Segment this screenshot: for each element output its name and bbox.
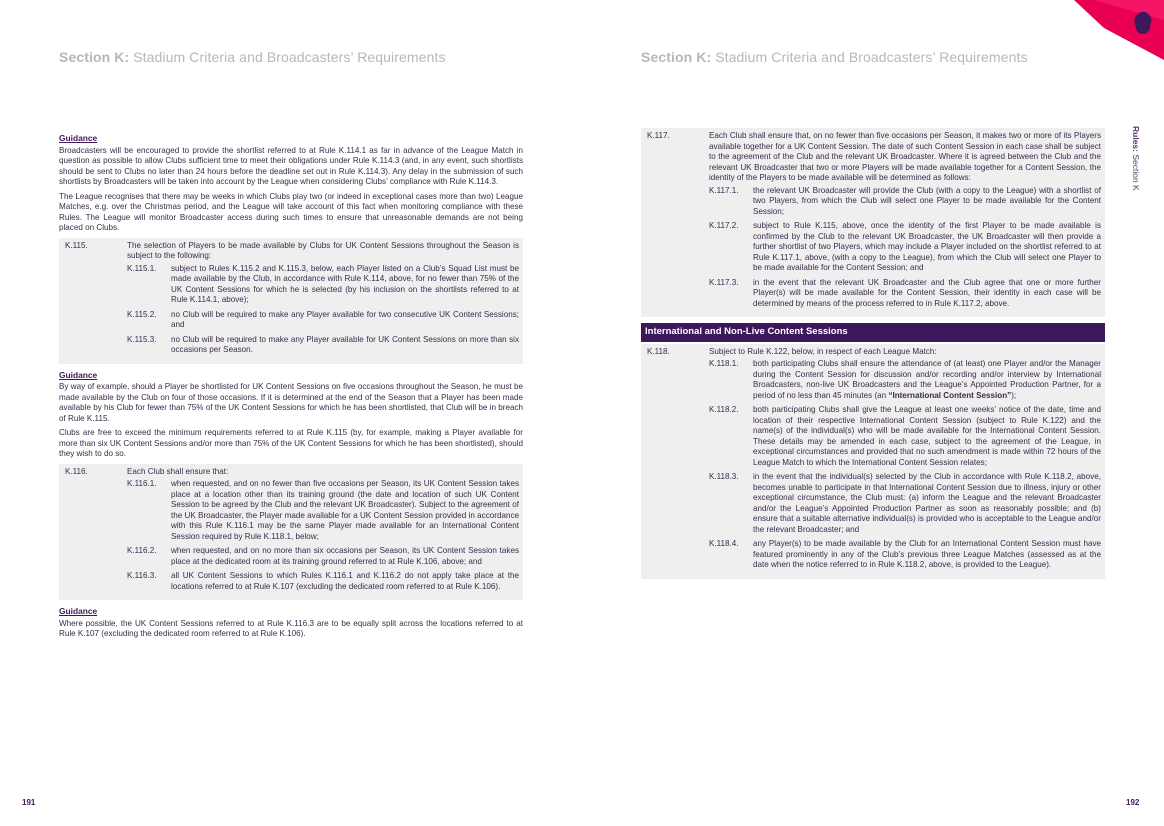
subrule-number: K.118.2.: [709, 405, 739, 414]
subrule-text: all UK Content Sessions to which Rules K.116.1 and K.116.2 do not apply take place at the locations referred to at Rule K.107 (excluding the dedicated room referred to at Rule K.106).: [171, 571, 519, 591]
subrule: [709, 359, 1101, 401]
rule-text: Subject to Rule K.122, below, in respect of each League Match:: [709, 346, 937, 356]
rule-box-k117: [641, 128, 1105, 317]
page-number-right: 192: [1126, 798, 1140, 807]
rule-k116: [63, 467, 519, 597]
guidance-heading: Guidance: [59, 133, 98, 143]
subrule-number: K.115.1.: [127, 263, 157, 273]
page-header-right: [641, 49, 1028, 65]
subrule: [127, 571, 519, 592]
guidance-heading: Guidance: [59, 369, 98, 380]
subrule-number: K.118.4.: [709, 539, 739, 548]
subrule: [709, 405, 1101, 468]
guidance-heading: Guidance: [59, 606, 98, 616]
rule-number: K.117.: [647, 131, 670, 140]
subrule-number: K.118.3.: [709, 472, 739, 481]
rule-text: Each Club shall ensure that:: [127, 466, 229, 476]
header-prefix: Section K:: [59, 49, 130, 65]
subrule-number: K.116.3.: [127, 571, 157, 580]
subrule-number: K.117.1.: [709, 185, 739, 195]
subrule: [127, 479, 519, 542]
subrule-text-part: both participating Clubs shall ensure the attendance of (at least) one Player and/or the Manager during the Content Session for discussion and/or recording and/or interview by International Broadcasters, non-live UK Broadcasters and the League’s Appointed Production Partner, for a period of no less than 45 minutes (an: [753, 359, 1101, 400]
subrule: [709, 278, 1101, 310]
subrule-text: when requested, and on no more than six occasions per Season, its UK Content Session takes place at the dedicated room at its training ground referred to at Rule K.106, above; and: [171, 546, 519, 566]
subrule-text: subject to Rule K.115, above, once the identity of the first Player to be made available is confirmed by the Club to the relevant UK Broadcaster, the UK Broadcaster will then provide a further shortlist of two Players, which may include a Player included on the shortlist referred to at Rule K.117.1, above, (with a copy to the League), from which the Club will select one Player to be made available for the Content Session; and: [753, 221, 1101, 272]
guidance-paragraph: The League recognises that there may be weeks in which Clubs play two (or indeed in exceptional cases more than two) League Matches, e.g. over the Christmas period, and the League will take account of this fact when monitoring compliance with these Rules. The League will monitor Broadcaster access during such times to ensure that unreasonable demands are not being placed on Clubs.: [59, 191, 523, 232]
lion-crest-icon: [1134, 12, 1151, 34]
header-title: Stadium Criteria and Broadcasters’ Requirements: [129, 49, 446, 65]
rule-number: K.115.: [65, 240, 88, 250]
subrule-text: when requested, and on no fewer than five occasions per Season, its UK Content Session takes place at a location other than its training ground (the date and location of such UK Content Session to be agreed by the Club and the relevant UK Broadcaster). Subject to the agreement of the UK Broadcaster, the Player made available for a UK Content Session provided in accordance with this Rule K.116.1 may be the same Player made available for an International Content Session required by Rule K.118.1, below;: [171, 479, 519, 541]
header-title: Stadium Criteria and Broadcasters’ Requirements: [711, 49, 1028, 65]
subrule: [127, 264, 519, 306]
subrule-text: in the event that the individual(s) selected by the Club in accordance with Rule K.118.2, above, becomes unable to participate in that International Content Session due to illness, injury or other exceptional circumstance, the Club must: (a) inform the League and the relevant Broadcaster and/or the League’s Appointed Production Partner as soon as reasonably possible; and (b) ensure that a suitable alternative individual(s) is provided who is acceptable to the League and/or the relevant Broadcaster; and: [753, 472, 1101, 534]
page-header-left: [59, 49, 446, 65]
right-page-column: [641, 126, 1105, 585]
guidance-paragraph: Broadcasters will be encouraged to provide the shortlist referred to at Rule K.114.1 as far in advance of the League Match in question as possible to allow Clubs sufficient time to meet their obligations under Rule K.114.3 (and, in any event, such shortlists should be sent to Clubs no later than 24 hours before the deadline set out in Rule K.114.3). Any delay in the submission of such shortlists by Broadcasters will be taken into account by the League when considering Clubs’ compliance with Rule K.114.3.: [59, 145, 523, 186]
subrule-number: K.116.1.: [127, 479, 157, 488]
section-heading-bar: International and Non-Live Content Sessions: [641, 323, 1105, 342]
side-tab-label: Section K: [1131, 151, 1141, 191]
rule-box-k116: [59, 464, 523, 601]
defined-term: “International Content Session”: [888, 390, 1012, 400]
page-number-left: 191: [22, 798, 36, 807]
rule-box-k118: [641, 344, 1105, 579]
rule-k115: [63, 241, 519, 360]
subrule: [127, 310, 519, 331]
rule-k117: [645, 131, 1101, 313]
subrule-text: [753, 359, 1101, 401]
subrule-text: any Player(s) to be made available by the Club for an International Content Session must have featured prominently in any of the Club’s previous three League Matches (assessed as at the date when the notice referred to in Rule K.118.2, above, is provided to the League).: [753, 539, 1101, 569]
side-tab-prefix: Rules:: [1131, 126, 1141, 152]
guidance-paragraph: Where possible, the UK Content Sessions referred to at Rule K.116.3 are to be equally split across the locations referred to at Rule K.107 (excluding the dedicated room referred to at Rule K.106).: [59, 618, 523, 638]
subrule-number: K.117.3.: [709, 277, 739, 287]
subrule: [709, 539, 1101, 571]
subrule-text: subject to Rules K.115.2 and K.115.3, below, each Player listed on a Club’s Squad List must be made available by the Club, in accordance with Rule K.114, above, for no fewer than 75% of the UK Content Sessions for which he is selected (by his inclusion on the shortlists referred to at Rule K.114.1, above);: [171, 263, 519, 304]
rule-text: Each Club shall ensure that, on no fewer than five occasions per Season, it makes two or more of its Players available together for a UK Content Session. The date of such Content Session in each case shall be subject to the agreement of the Club and the relevant UK Broadcaster. Where it is agreed between the Club and the relevant UK Broadcaster that two or more Players will be made available together for a Content Session, the identity of the Players to be made available will be determined as follows:: [709, 131, 1101, 182]
subrule: [709, 186, 1101, 218]
subrule-text: the relevant UK Broadcaster will provide the Club (with a copy to the League) with a shortlist of two Players, from which the Club will select one Player to be made available for the Content Session;: [753, 185, 1101, 216]
subrule: [127, 546, 519, 567]
rule-box-k115: [59, 238, 523, 364]
subrule-number: K.115.3.: [127, 334, 157, 344]
subrule: [127, 335, 519, 356]
subrule-text: no Club will be required to make any Player available for two consecutive UK Content Sessions; and: [171, 309, 519, 329]
subrule: [709, 472, 1101, 535]
rule-k118: [645, 347, 1101, 575]
subrule-text: both participating Clubs shall give the League at least one weeks’ notice of the date, time and location of their respective International Content Session (subject to Rule K.122) and the name(s) of the individual(s) who will be made available for the International Content Session. These details may be amended in each case, subject to the agreement of the League, in exceptional circumstances and provided that no such amendment is made within 72 hours of the League Match to which the International Content Session relates;: [753, 405, 1101, 467]
subrule-text: no Club will be required to make any Player available for UK Content Sessions on more than six occasions per Season.: [171, 334, 519, 354]
guidance-paragraph: Clubs are free to exceed the minimum requirements referred to at Rule K.115 (by, for example, making a Player available for more than six UK Content Sessions and/or more than 75% of the UK Content Sessions for which he has been shortlisted), should they wish to do so.: [59, 428, 523, 458]
subrule-number: K.118.1.: [709, 359, 739, 368]
subrule: [709, 221, 1101, 274]
left-page-column: [59, 133, 523, 644]
subrule-number: K.117.2.: [709, 221, 739, 230]
subrule-text: in the event that the relevant UK Broadcaster and the Club agree that one or more further Player(s) will be made available for the Content Session, their identity in each case will be determined by means of the process referred to in Rule K.117.2, above.: [753, 277, 1101, 308]
guidance-paragraph: By way of example, should a Player be shortlisted for UK Content Sessions on five occasions throughout the Season, he must be made available by the Club on four of those occasions. If it is determined at the end of the Season that a Player has been made available by his Club for fewer than 75% of the UK Content Sessions for which he has been shortlisted, that Club will be in breach of Rule K.115.: [59, 382, 523, 423]
subrule-number: K.116.2.: [127, 546, 157, 555]
header-prefix: Section K:: [641, 49, 712, 65]
rule-text: The selection of Players to be made available by Clubs for UK Content Sessions throughout the Season is subject to the following:: [127, 240, 519, 260]
subrule-text-end: );: [1011, 390, 1017, 400]
subrule-number: K.115.2.: [127, 309, 157, 319]
side-section-tab[interactable]: [1129, 126, 1143, 226]
rule-number: K.116.: [65, 466, 88, 476]
corner-decoration: [1074, 0, 1164, 60]
rule-number: K.118.: [647, 346, 670, 356]
